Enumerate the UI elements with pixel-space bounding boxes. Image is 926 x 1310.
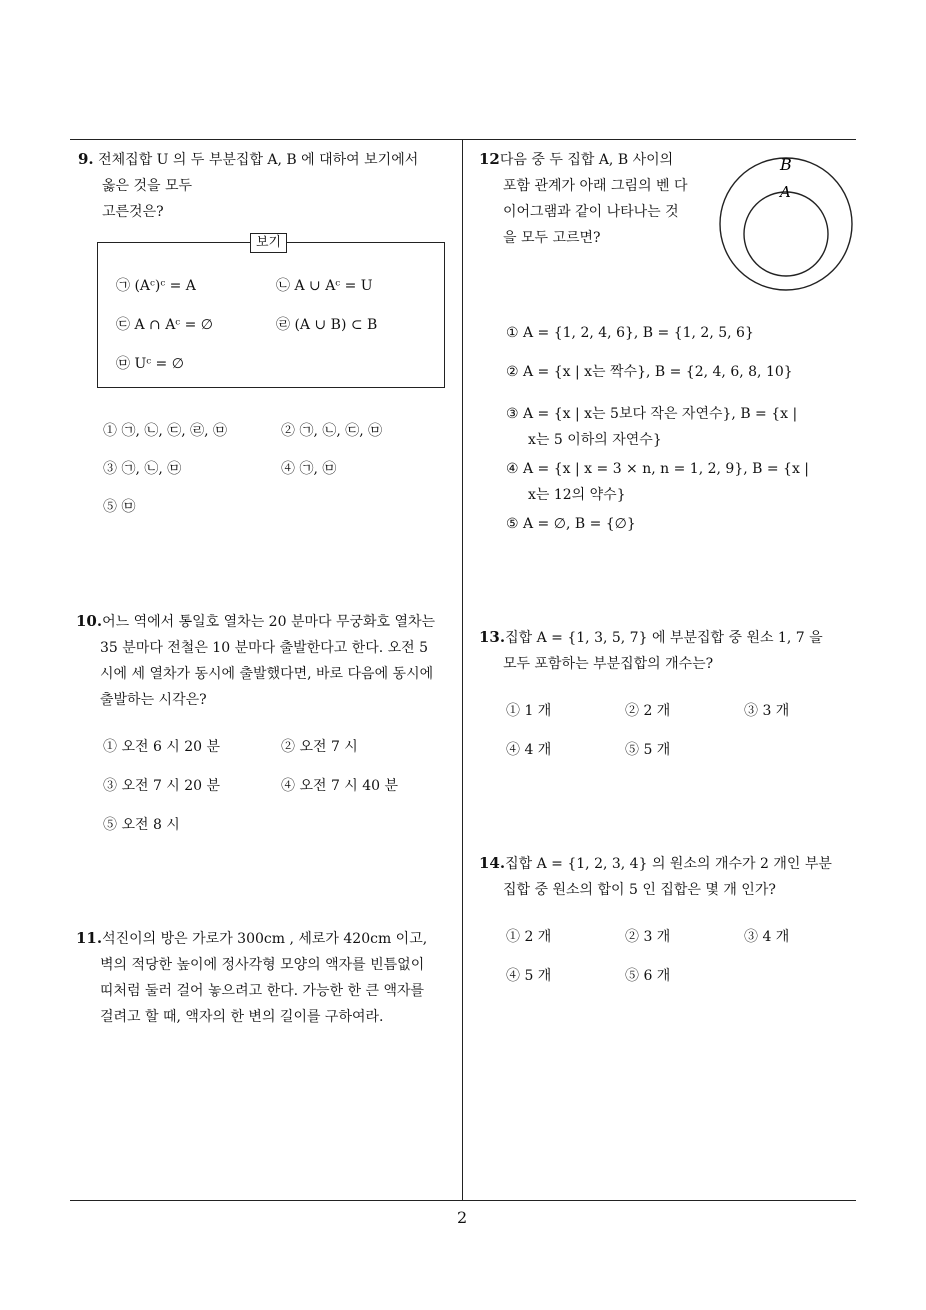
- question-text-line: 다음 중 두 집합 A, B 사이의: [499, 152, 674, 168]
- question-text-line: 모두 포함하는 부분집합의 개수는?: [503, 656, 714, 672]
- question-9: [78, 146, 462, 225]
- answer-option-5[interactable]: ⑤ A = ∅, B = {∅}: [506, 516, 636, 532]
- question-text-line: 35 분마다 전철은 10 분마다 출발한다고 한다. 오전 5: [100, 640, 429, 656]
- option-line: x는 12의 약수}: [528, 487, 626, 503]
- question-number: 11.: [76, 929, 103, 947]
- bogi-item-4: ㉣ (A ∪ B) ⊂ B: [276, 317, 378, 333]
- answer-option-3[interactable]: ③ 3 개: [744, 703, 790, 719]
- answer-option-3[interactable]: ③ ㉠, ㉡, ㉤: [103, 461, 182, 477]
- question-text-line: 집합 중 원소의 합이 5 인 집합은 몇 개 인가?: [503, 882, 776, 898]
- question-text-line: 포함 관계가 아래 그림의 벤 다: [503, 178, 688, 194]
- venn-inner-circle: [744, 192, 828, 276]
- answer-option-2[interactable]: ② 3 개: [625, 929, 671, 945]
- question-text-line: 걸려고 할 때, 액자의 한 변의 길이를 구하여라.: [100, 1009, 384, 1025]
- answer-option-2[interactable]: ② ㉠, ㉡, ㉢, ㉤: [281, 423, 383, 439]
- question-text-line: 석진이의 방은 가로가 300cm , 세로가 420cm 이고,: [102, 931, 428, 947]
- question-14: [479, 850, 863, 903]
- question-12: [479, 146, 719, 251]
- answer-option-4[interactable]: ④ 5 개: [506, 968, 552, 984]
- answer-option-4[interactable]: ④ 4 개: [506, 742, 552, 758]
- answer-option-1[interactable]: ① 오전 6 시 20 분: [103, 739, 221, 755]
- page-number: 2: [457, 1208, 468, 1227]
- question-number: 13.: [479, 628, 506, 646]
- answer-option-2[interactable]: ② 2 개: [625, 703, 671, 719]
- answer-option-1[interactable]: ① 2 개: [506, 929, 552, 945]
- question-number: 14.: [479, 854, 506, 872]
- option-line: ④ A = {x | x = 3 × n, n = 1, 2, 9}, B = {x |: [506, 461, 810, 477]
- question-13: [479, 624, 863, 677]
- bogi-item-3: ㉢ A ∩ Aᶜ = ∅: [116, 317, 213, 333]
- answer-option-1[interactable]: ① 1 개: [506, 703, 552, 719]
- answer-option-1[interactable]: ① A = {1, 2, 4, 6}, B = {1, 2, 5, 6}: [506, 325, 754, 341]
- answer-option-4[interactable]: [506, 456, 809, 508]
- question-text-line: 고른것은?: [102, 204, 164, 220]
- answer-option-3[interactable]: ③ 4 개: [744, 929, 790, 945]
- answer-option-5[interactable]: ⑤ 6 개: [625, 968, 671, 984]
- answer-option-2[interactable]: ② A = {x | x는 짝수}, B = {2, 4, 6, 8, 10}: [506, 364, 793, 380]
- answer-option-3[interactable]: [506, 401, 797, 453]
- top-rule: [70, 139, 856, 140]
- answer-option-3[interactable]: ③ 오전 7 시 20 분: [103, 778, 221, 794]
- question-text-line: 출발하는 시각은?: [100, 692, 207, 708]
- question-text-line: 집합 A = {1, 3, 5, 7} 에 부분집합 중 원소 1, 7 을: [505, 630, 823, 646]
- question-text-line: 이어그램과 같이 나타나는 것: [503, 204, 679, 220]
- answer-option-4[interactable]: ④ 오전 7 시 40 분: [281, 778, 399, 794]
- question-text-line: 띠처럼 둘러 걸어 놓으려고 한다. 가능한 한 큰 액자를: [100, 983, 425, 999]
- question-11: [76, 925, 460, 1030]
- question-text-line: 어느 역에서 통일호 열차는 20 분마다 무궁화호 열차는: [102, 614, 436, 630]
- answer-option-5[interactable]: ⑤ 5 개: [625, 742, 671, 758]
- bogi-label: 보기: [250, 233, 287, 253]
- venn-label-a: A: [780, 183, 791, 201]
- bogi-item-5: ㉤ Uᶜ = ∅: [116, 356, 184, 372]
- answer-option-5[interactable]: ⑤ ㉤: [103, 499, 136, 515]
- answer-option-5[interactable]: ⑤ 오전 8 시: [103, 817, 180, 833]
- option-line: x는 5 이하의 자연수}: [528, 432, 662, 448]
- question-text-line: 시에 세 열차가 동시에 출발했다면, 바로 다음에 동시에: [100, 666, 434, 682]
- question-10: [76, 608, 460, 713]
- question-text-line: 옳은 것을 모두: [102, 178, 193, 194]
- column-divider: [462, 139, 463, 1201]
- question-text-line: 전체집합 U 의 두 부분집합 A, B 에 대하여 보기에서: [98, 152, 419, 168]
- question-text-line: 집합 A = {1, 2, 3, 4} 의 원소의 개수가 2 개인 부분: [505, 856, 832, 872]
- question-number: 12: [479, 150, 500, 168]
- bogi-item-2: ㉡ A ∪ Aᶜ = U: [276, 278, 373, 294]
- bottom-rule: [70, 1200, 856, 1201]
- answer-option-1[interactable]: ① ㉠, ㉡, ㉢, ㉣, ㉤: [103, 423, 228, 439]
- bogi-item-1: ㉠ (Aᶜ)ᶜ = A: [116, 278, 196, 294]
- answer-option-2[interactable]: ② 오전 7 시: [281, 739, 358, 755]
- venn-diagram: [716, 150, 856, 292]
- option-line: ③ A = {x | x는 5보다 작은 자연수}, B = {x |: [506, 406, 798, 422]
- question-number: 10.: [76, 612, 103, 630]
- question-text-line: 벽의 적당한 높이에 정사각형 모양의 액자를 빈틈없이: [100, 957, 425, 973]
- question-text-line: 을 모두 고르면?: [503, 230, 601, 246]
- venn-outer-circle: [720, 158, 852, 290]
- question-number: 9.: [78, 150, 94, 168]
- bogi-box: [97, 235, 445, 388]
- answer-option-4[interactable]: ④ ㉠, ㉤: [281, 461, 337, 477]
- venn-label-b: B: [780, 155, 792, 174]
